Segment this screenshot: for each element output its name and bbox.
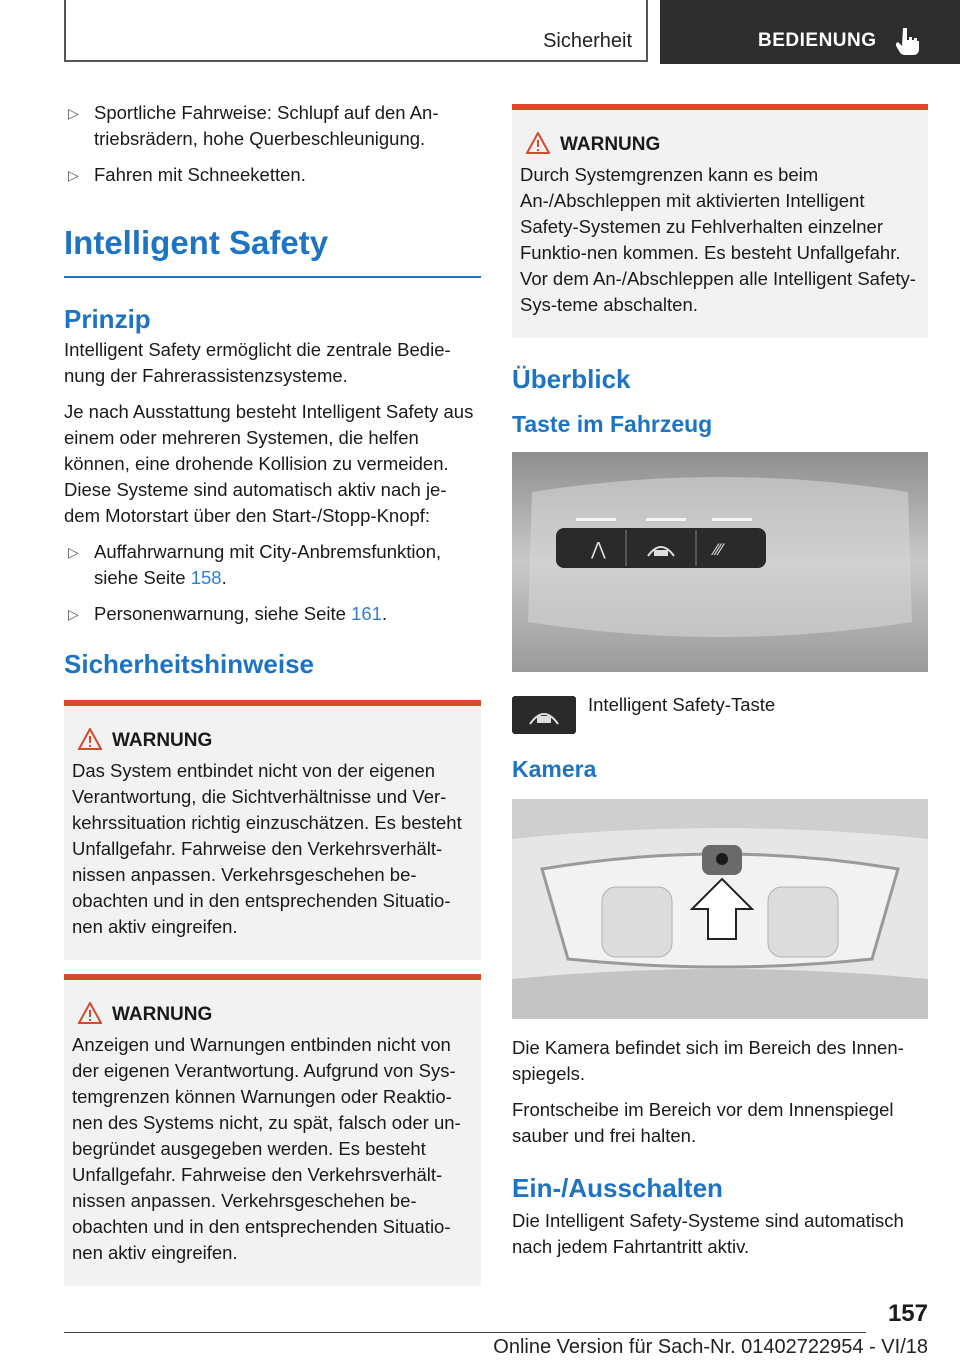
warning-box-3 — [512, 104, 928, 338]
warning-text: Durch Systemgrenzen kann es beim An-/Abschleppen mit aktivierten Intelligent Safety-Systemen zu Fehlverhalten einzelner Funktio-nen kommen. Es besteht Unfallgefahr. Vor dem An-/Abschleppen alle Intelligent Safety-Sys-teme abschalten. — [520, 164, 916, 315]
page-number: 157 — [887, 1300, 928, 1327]
page-link-158[interactable]: 158 — [190, 567, 222, 588]
list-item: ▷ Fahren mit Schneeketten. — [64, 162, 481, 188]
warning-title: WARNUNG — [72, 728, 473, 754]
intelligent-safety-button-icon — [512, 696, 576, 734]
warning-triangle-icon — [526, 132, 550, 154]
svg-text:⋀: ⋀ — [591, 539, 606, 560]
footer-divider — [64, 1332, 866, 1333]
warning-triangle-icon — [78, 728, 102, 750]
ein-ausschalten-text: Die Intelligent Safety-Systeme sind automatisch nach jedem Fahrtantritt aktiv. — [512, 1210, 904, 1257]
button-panel-illustration — [512, 452, 928, 672]
svg-text:⁄⁄⁄: ⁄⁄⁄ — [714, 540, 723, 559]
prinzip-heading: Prinzip — [64, 304, 151, 334]
bullet-triangle-icon: ▷ — [68, 606, 79, 622]
header-chapter-box — [660, 0, 960, 64]
kamera-paragraph-2: Frontscheibe im Bereich vor dem Innenspiegel sauber und frei halten. — [512, 1099, 894, 1146]
chapter-title: BEDIENUNG — [758, 30, 877, 51]
page-title: Intelligent Safety — [64, 224, 329, 261]
bullet-triangle-icon: ▷ — [68, 105, 79, 121]
prinzip-paragraph-2: Je nach Ausstattung besteht Intelligent Safety aus einem oder mehreren Systemen, die helfen können, eine drohende Kollision zu vermeiden. Diese Systeme sind automatisch aktiv nach je-dem Motorstart über den Start-/Stopp-Knopf: — [64, 401, 474, 526]
bullet-triangle-icon: ▷ — [68, 544, 79, 560]
list-item: ▷ Auffahrwarnung mit City-Anbremsfunktion, siehe Seite 158. — [68, 541, 442, 588]
warning-box-2 — [64, 974, 481, 1286]
title-underline — [64, 276, 481, 278]
button-caption: Intelligent Safety-Taste — [588, 694, 776, 715]
section-title: Sicherheit — [543, 30, 632, 52]
kamera-paragraph-1: Die Kamera befindet sich im Bereich des Innen-spiegels. — [512, 1037, 904, 1084]
warning-triangle-icon — [78, 1002, 102, 1024]
left-column — [64, 96, 481, 1286]
warning-text: Das System entbindet nicht von der eigenen Verantwortung, die Sichtverhältnisse und Ver-kehrssituation richtig einzuschätzen. Es besteht Unfallgefahr. Fahrweise den Verkehrsverhält-nissen anpassen. Verkehrsgeschehen be-obachten und in den entsprechenden Situatio-nen aktiv eingreifen. — [72, 760, 462, 937]
sicherheitshinweise-heading: Sicherheitshinweise — [64, 649, 314, 679]
header-section-box — [64, 0, 648, 62]
camera-photo — [512, 799, 928, 1019]
footer-online-version: Online Version für Sach-Nr. 01402722954 - VI/18 — [493, 1336, 928, 1358]
button-legend — [512, 694, 928, 734]
button-panel-photo — [512, 452, 928, 672]
warning-title: WARNUNG — [72, 1002, 473, 1028]
list-item: ▷ Personenwarnung, siehe Seite 161. — [64, 601, 481, 627]
ueberblick-heading: Überblick — [512, 364, 631, 394]
pointing-hand-icon — [896, 26, 922, 56]
windshield-camera-illustration — [512, 799, 928, 1019]
warning-box-1 — [64, 700, 481, 960]
kamera-heading: Kamera — [512, 756, 597, 782]
right-column — [512, 96, 928, 1260]
list-item: ▷ Sportliche Fahrweise: Schlupf auf den An-triebsrädern, hohe Querbeschleunigung. — [68, 102, 439, 149]
ein-ausschalten-heading: Ein-/Ausschalten — [512, 1173, 723, 1203]
warning-text: Anzeigen und Warnungen entbinden nicht von der eigenen Verantwortung. Aufgrund von Sys-temgrenzen können Warnungen oder Reaktio-nen des Systems nicht, zu spät, falsch oder un-begründet ausgegeben werden. Es besteht Unfallgefahr. Fahrweise den Verkehrsverhält-nissen anpassen. Verkehrsgeschehen be-obachten und in den entsprechenden Situatio-nen aktiv eingreifen. — [72, 1034, 461, 1263]
taste-heading: Taste im Fahrzeug — [512, 411, 713, 437]
page-link-161[interactable]: 161 — [351, 603, 382, 624]
bullet-triangle-icon: ▷ — [68, 167, 79, 183]
prinzip-paragraph-1: Intelligent Safety ermöglicht die zentrale Bedie-nung der Fahrerassistenzsysteme. — [64, 339, 451, 386]
warning-title: WARNUNG — [520, 132, 920, 158]
